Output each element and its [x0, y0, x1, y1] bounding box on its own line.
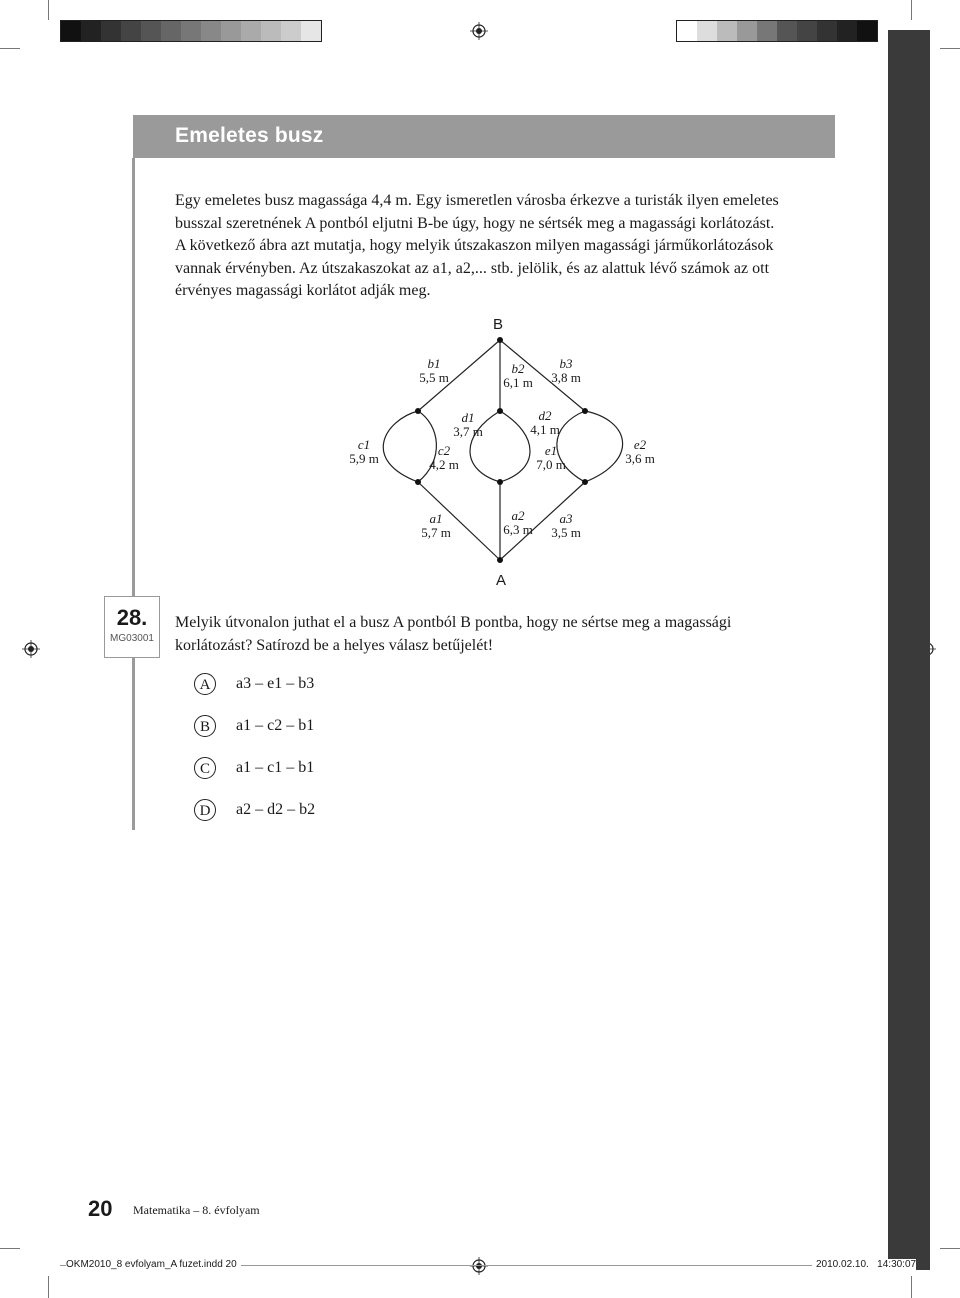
option-d-circle[interactable]: D: [194, 799, 216, 821]
node-a: [497, 557, 503, 563]
page-number: 20: [88, 1196, 113, 1221]
node: [582, 408, 588, 414]
option-b[interactable]: [194, 715, 314, 737]
slug-timestamp: 2010.02.10. 14:30:07: [812, 1259, 916, 1270]
registration-mark-left: [22, 640, 40, 658]
question-line: Melyik útvonalon juthat el a busz A pontból B pontba, hogy ne sértse meg a magassági: [175, 614, 732, 631]
intro-line: A következő ábra azt mutatja, hogy melyik útszakaszon milyen magassági járműkorlátozások: [175, 237, 774, 254]
segment-label-a1: a1 5,7 m: [421, 511, 451, 540]
node-b: [497, 337, 503, 343]
title-band: [133, 115, 835, 158]
crop-mark: [911, 1276, 912, 1298]
question-code: MG03001: [110, 633, 154, 644]
segment-label-c1: c1 5,9 m: [349, 437, 379, 466]
option-c-circle[interactable]: C: [194, 757, 216, 779]
intro-line: Egy emeletes busz magassága 4,4 m. Egy ismeretlen városba érkezve a turisták ilyen emeletes: [175, 192, 779, 209]
intro-line: vannak érvényben. Az útszakaszokat az a1, a2,... stb. jelölik, és az alattuk lévő számok az ott: [175, 259, 770, 277]
intro-line: busszal szeretnének A pontból eljutni B-be úgy, hogy ne sértsék meg a magassági korlátozást.: [175, 214, 775, 232]
node: [415, 408, 421, 414]
segment-label-b2: b2 6,1 m: [503, 361, 533, 390]
segment-e2: [585, 411, 623, 482]
segment-label-a3: a3 3,5 m: [551, 511, 581, 540]
question-number: 28.: [116, 605, 148, 630]
node: [582, 479, 588, 485]
option-b-text: a1 – c2 – b1: [236, 717, 315, 734]
node: [497, 479, 503, 485]
color-bar-left: [60, 20, 322, 42]
crop-mark: [0, 48, 20, 49]
option-a-text: a3 – e1 – b3: [236, 675, 315, 692]
crop-mark: [48, 0, 49, 20]
intro-line: érvényes magassági korlátot adják meg.: [175, 282, 431, 299]
segment-label-d2: d2 4,1 m: [530, 408, 560, 437]
segment-label-e1: e1 7,0 m: [536, 443, 566, 472]
option-d[interactable]: [194, 799, 315, 821]
segment-c1: [383, 411, 418, 482]
color-bar-right: [676, 20, 878, 42]
crop-mark: [940, 1248, 960, 1249]
registration-mark-top: [470, 22, 488, 40]
crop-mark: [48, 1276, 49, 1298]
slug-file: OKM2010_8 evfolyam_A fuzet.indd 20: [66, 1259, 241, 1270]
question-text: [175, 612, 815, 657]
page-title: Emeletes busz: [175, 124, 324, 147]
footer-subject: Matematika – 8. évfolyam: [133, 1203, 260, 1217]
node-label-b: B: [493, 316, 504, 333]
segment-label-b1: b1 5,5 m: [419, 356, 449, 385]
option-a[interactable]: [194, 673, 314, 695]
node: [415, 479, 421, 485]
option-d-text: a2 – d2 – b2: [236, 801, 316, 818]
node-label-a: A: [496, 572, 507, 589]
segment-label-e2: e2 3,6 m: [625, 437, 655, 466]
question-number-box: [104, 596, 160, 658]
segment-label-c2: c2 4,2 m: [429, 443, 459, 472]
crop-mark: [911, 0, 912, 20]
crop-mark: [0, 1248, 20, 1249]
segment-label-d1: d1 3,7 m: [453, 410, 483, 439]
question-line: korlátozást? Satírozd be a helyes válasz betűjelét!: [175, 636, 494, 654]
option-b-circle[interactable]: B: [194, 715, 216, 737]
registration-mark-bottom: [470, 1257, 488, 1275]
page-edge-strip: [888, 30, 930, 1270]
option-c-text: a1 – c1 – b1: [236, 759, 315, 776]
intro-paragraph: [175, 190, 815, 303]
option-a-circle[interactable]: A: [194, 673, 216, 695]
left-margin-rule: [132, 158, 135, 830]
node: [497, 408, 503, 414]
option-c[interactable]: [194, 757, 314, 779]
segment-label-a2: a2 6,3 m: [503, 508, 533, 537]
segment-label-b3: b3 3,8 m: [551, 356, 581, 385]
crop-mark: [940, 48, 960, 49]
